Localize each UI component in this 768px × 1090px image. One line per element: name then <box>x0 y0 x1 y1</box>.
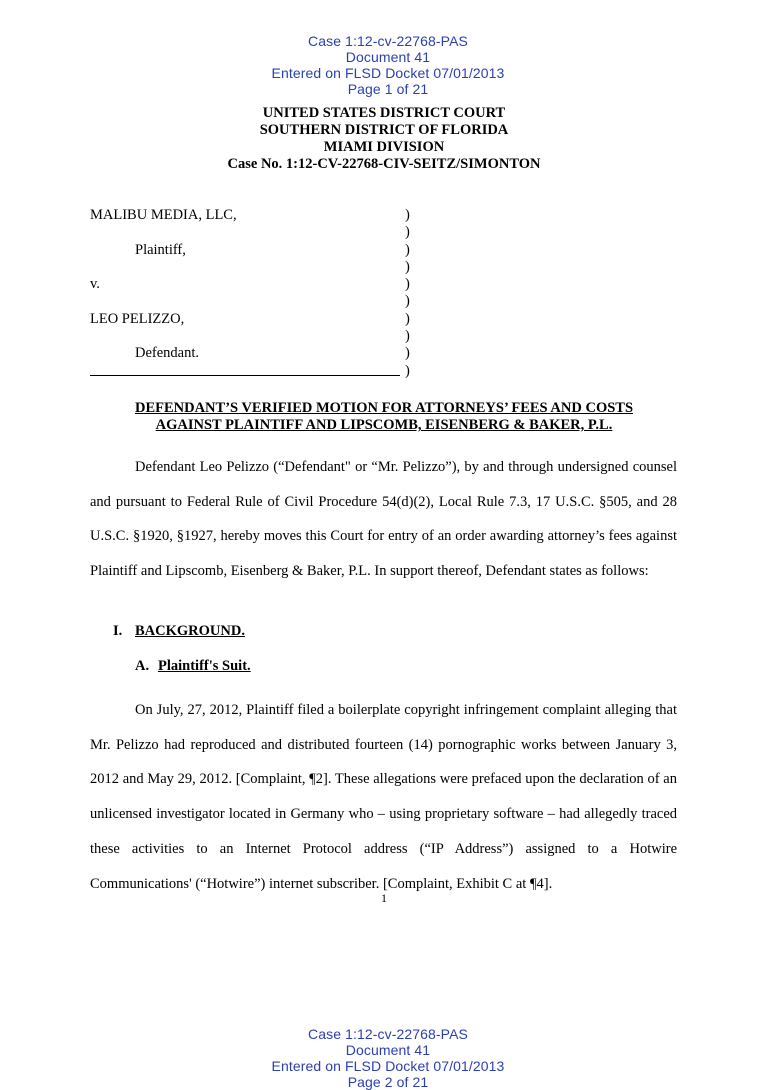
section-heading <box>113 623 245 640</box>
caption-paren: ) <box>405 293 410 310</box>
caption-paren: ) <box>405 310 410 327</box>
suit-paragraph: On July, 27, 2012, Plaintiff filed a boilerplate copyright infringement complaint alleging that Mr. Pelizzo had reproduced and distributed fourteen (14) pornographic works between January 3, 2012 and May 29, 2012. [Complaint, ¶2]. These allegations were prefaced upon the declaration of an unlicensed investigator located in Germany who – using proprietary software – had allegedly traced these activities to an Internet Protocol address (“IP Address”) assigned to a Hotwire Communications' (“Hotwire”) internet subscriber. [Complaint, Exhibit C at ¶4]. <box>90 702 677 892</box>
caption-paren: ) <box>405 207 410 223</box>
motion-title-line2: AGAINST PLAINTIFF AND LIPSCOMB, EISENBERG & BAKER, P.L. <box>155 417 613 433</box>
plaintiff-role: Plaintiff, <box>135 241 186 258</box>
section-number: I. <box>113 623 123 639</box>
caption-paren: ) <box>405 328 410 345</box>
docket-entry: Entered on FLSD Docket 07/01/2013 <box>271 1058 505 1074</box>
docket-header <box>0 17 768 97</box>
district-name: SOUTHERN DISTRICT OF FLORIDA <box>259 122 509 138</box>
versus: v. <box>90 276 100 293</box>
subsection-title: Plaintiff's Suit. <box>158 658 251 674</box>
document-number: Document 41 <box>345 1042 431 1058</box>
document-number: Document 41 <box>345 49 431 65</box>
suit-section <box>90 693 677 901</box>
intro-section <box>90 450 677 589</box>
motion-title <box>0 400 768 434</box>
case-caption <box>90 207 420 380</box>
court-heading <box>0 105 768 173</box>
section-title: BACKGROUND. <box>135 623 245 639</box>
docket-entry: Entered on FLSD Docket 07/01/2013 <box>271 65 505 81</box>
caption-paren: ) <box>405 224 410 241</box>
defendant-role: Defendant. <box>135 345 200 362</box>
caption-paren: ) <box>405 241 410 258</box>
caption-paren: ) <box>405 258 410 275</box>
case-number: Case 1:12-cv-22768-PAS <box>308 1026 468 1042</box>
plaintiff-name: MALIBU MEDIA, LLC, <box>90 207 237 223</box>
case-number-line: Case No. 1:12-CV-22768-CIV-SEITZ/SIMONTON <box>227 156 541 172</box>
caption-paren: ) <box>405 345 410 362</box>
caption-rule <box>90 375 400 376</box>
subsection-heading <box>135 658 251 675</box>
court-name: UNITED STATES DISTRICT COURT <box>262 105 506 121</box>
docket-header-next-page <box>0 1010 768 1090</box>
case-number: Case 1:12-cv-22768-PAS <box>308 33 468 49</box>
caption-paren: ) <box>405 276 410 293</box>
motion-title-line1: DEFENDANT’S VERIFIED MOTION FOR ATTORNEYS’ FEES AND COSTS <box>134 400 634 416</box>
caption-paren: ) <box>405 362 410 379</box>
subsection-number: A. <box>135 658 150 674</box>
page-number: 1 <box>381 891 387 905</box>
page-count: Page 2 of 21 <box>347 1074 429 1090</box>
page-count: Page 1 of 21 <box>347 81 429 97</box>
division-name: MIAMI DIVISION <box>323 139 445 155</box>
intro-paragraph: Defendant Leo Pelizzo (“Defendant" or “Mr. Pelizzo”), by and through undersigned counsel and pursuant to Federal Rule of Civil Procedure 54(d)(2), Local Rule 7.3, 17 U.S.C. §505, and 28 U.S.C. §1920, §1927, hereby moves this Court for entry of an order awarding attorney’s fees against Plaintiff and Lipscomb, Eisenberg & Baker, P.L. In support thereof, Defendant states as follows: <box>90 459 677 580</box>
defendant-name: LEO PELIZZO, <box>90 310 185 327</box>
